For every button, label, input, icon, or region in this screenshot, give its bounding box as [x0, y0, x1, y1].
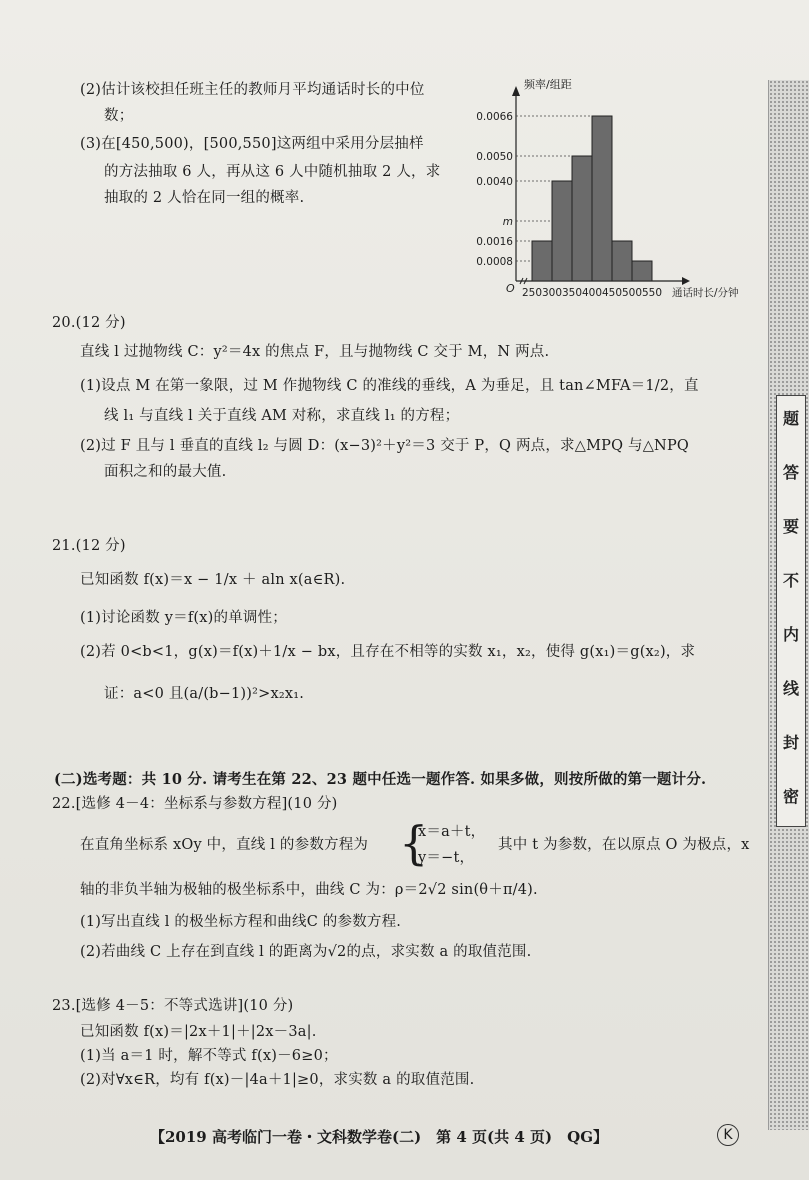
histogram-bar: [632, 261, 652, 281]
page-footer: 【2019 高考临门一卷・文科数学卷(二) 第 4 页(共 4 页) QG】: [150, 1128, 609, 1146]
q22-stem-c: 轴的非负半轴为极轴的极坐标系中，曲线 C 为：ρ＝2√2 sin(θ＋π/4).: [80, 882, 538, 898]
q21-stem: 已知函数 f(x)＝x − 1/x ＋ aln x(a∈R).: [80, 572, 346, 588]
q23-stem: 已知函数 f(x)＝|2x＋1|＋|2x－3a|.: [80, 1024, 317, 1040]
q20-header: 20.(12 分): [52, 315, 126, 331]
sidebar-char: 题: [782, 409, 799, 428]
q22-eq1: x＝a＋t，: [418, 824, 486, 840]
q19-part2-line2: 数；: [104, 108, 134, 124]
q21-header: 21.(12 分): [52, 538, 126, 554]
q21-part2-line1: (2)若 0<b<1，g(x)＝f(x)＋1/x − bx，且存在不相等的实数 x₁，x₂，使得 g(x₁)＝g(x₂)，求: [80, 644, 696, 660]
sidebar-char: 内: [782, 625, 799, 644]
q22-part1: (1)写出直线 l 的极坐标方程和曲线C 的参数方程.: [80, 914, 402, 930]
y-tick-label: 0.0050: [476, 151, 513, 163]
q22-eq2: y＝−t，: [418, 850, 475, 866]
x-tick-label: 450: [601, 287, 623, 299]
origin-label: O: [506, 282, 515, 295]
sidebar-char: 不: [782, 571, 799, 590]
x-axis-label: 通话时长/分钟: [672, 287, 739, 299]
sidebar-char: 线: [782, 679, 799, 698]
q23-part2: (2)对∀x∈R，均有 f(x)－|4a＋1|≥0，求实数 a 的取值范围.: [80, 1072, 475, 1088]
sidebar-char: 答: [782, 463, 799, 482]
y-tick-label: 0.0066: [476, 111, 513, 123]
x-tick-label: 300: [541, 287, 563, 299]
sidebar-char: 封: [782, 733, 799, 752]
y-axis-arrow: [512, 86, 520, 96]
x-tick-label: 250: [521, 287, 543, 299]
q19-part3-line1: (3)在[450,500)，[500,550]这两组中采用分层抽样: [80, 136, 424, 152]
q21-part1: (1)讨论函数 y＝f(x)的单调性；: [80, 610, 287, 626]
q19-part2-line1: (2)估计该校担任班主任的教师月平均通话时长的中位: [80, 82, 425, 98]
x-tick-label: 550: [641, 287, 663, 299]
q22-brace: {: [399, 816, 429, 870]
sealing-notice-box: [776, 395, 806, 827]
q19-part3-line2: 的方法抽取 6 人，再从这 6 人中随机抽取 2 人，求: [104, 164, 441, 180]
q20-part1-line2: 线 l₁ 与直线 l 关于直线 AM 对称，求直线 l₁ 的方程；: [104, 408, 460, 424]
histogram-bar: [572, 156, 592, 281]
x-tick-label: 500: [621, 287, 643, 299]
histogram-bar: [592, 116, 612, 281]
q22-part2: (2)若曲线 C 上存在到直线 l 的距离为√2的点，求实数 a 的取值范围.: [80, 944, 532, 960]
edition-badge: K: [717, 1124, 739, 1146]
y-tick-label: 0.0040: [476, 176, 513, 188]
q22-stem-b: 其中 t 为参数，在以原点 O 为极点，x: [498, 837, 750, 853]
sidebar-char: 要: [782, 517, 799, 536]
q22-header: 22.[选修 4－4：坐标系与参数方程](10 分): [52, 796, 338, 812]
x-tick-label: 350: [561, 287, 583, 299]
q20-part2-line2: 面积之和的最大值.: [104, 464, 227, 480]
y-axis-label: 频率/组距: [524, 78, 572, 91]
q22-stem-a: 在直角坐标系 xOy 中，直线 l 的参数方程为: [80, 837, 369, 853]
frequency-histogram: [470, 72, 760, 302]
q23-header: 23.[选修 4－5：不等式选讲](10 分): [52, 998, 294, 1014]
histogram-bar: [532, 241, 552, 281]
sidebar-char: 密: [782, 787, 799, 806]
y-tick-label: 0.0008: [476, 256, 513, 268]
histogram-bar: [552, 181, 572, 281]
x-tick-label: 400: [581, 287, 603, 299]
histogram-bar: [612, 241, 632, 281]
y-tick-label: m: [502, 216, 513, 228]
q20-stem: 直线 l 过抛物线 C：y²＝4x 的焦点 F，且与抛物线 C 交于 M，N 两点.: [80, 344, 550, 360]
q20-part1-line1: (1)设点 M 在第一象限，过 M 作抛物线 C 的准线的垂线，A 为垂足，且 tan∠MFA＝1/2，直: [80, 378, 699, 394]
x-axis-arrow: [682, 277, 690, 285]
q23-part1: (1)当 a＝1 时，解不等式 f(x)－6≥0；: [80, 1048, 338, 1064]
section2-header: (二)选考题：共 10 分. 请考生在第 22、23 题中任选一题作答. 如果多做，则按所做的第一题计分.: [54, 771, 707, 788]
q21-part2-line2: 证：a<0 且(a/(b−1))²>x₂x₁.: [104, 686, 305, 702]
y-tick-label: 0.0016: [476, 236, 513, 248]
q20-part2-line1: (2)过 F 且与 l 垂直的直线 l₂ 与圆 D：(x−3)²＋y²＝3 交于 P，Q 两点，求△MPQ 与△NPQ: [80, 438, 689, 454]
q19-part3-line3: 抽取的 2 人恰在同一组的概率.: [104, 190, 305, 206]
